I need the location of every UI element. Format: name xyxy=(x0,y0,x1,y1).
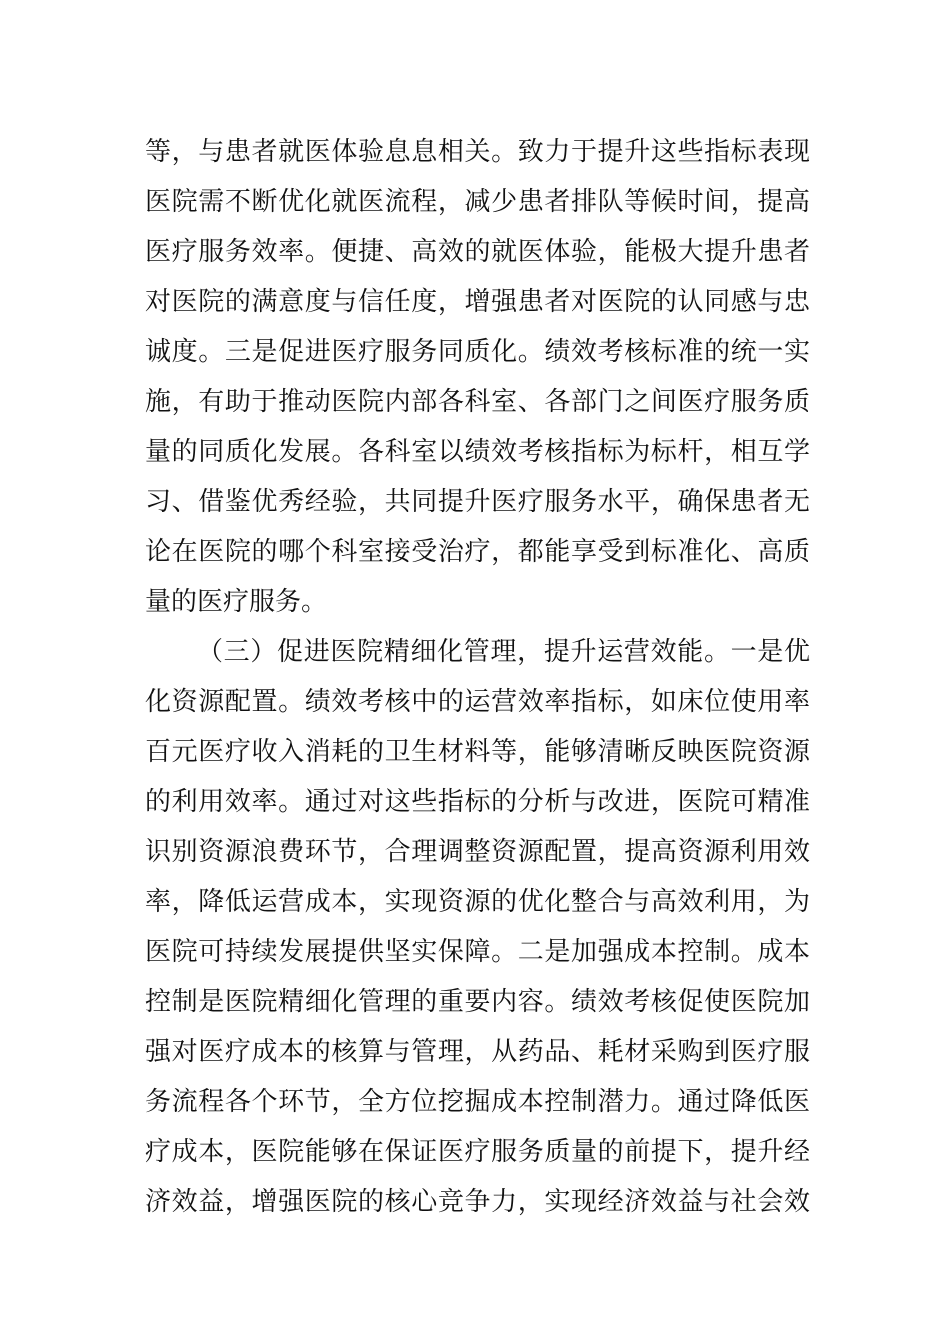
text-line: 量的同质化发展。各科室以绩效考核指标为标杆，相互学 xyxy=(145,437,810,467)
text-line: 强对医疗成本的核算与管理，从药品、耗材采购到医疗服 xyxy=(145,1037,810,1067)
text-line: 控制是医院精细化管理的重要内容。绩效考核促使医院加 xyxy=(145,987,810,1017)
text-line: 论在医院的哪个科室接受治疗，都能享受到标准化、高质 xyxy=(145,537,810,567)
text-line: 等，与患者就医体验息息相关。致力于提升这些指标表现 xyxy=(145,137,810,167)
text-line: 诚度。三是促进医疗服务同质化。绩效考核标准的统一实 xyxy=(145,337,810,367)
text-line: 医院可持续发展提供坚实保障。二是加强成本控制。成本 xyxy=(145,937,810,967)
text-line: 率，降低运营成本，实现资源的优化整合与高效利用，为 xyxy=(145,887,810,917)
text-line: 习、借鉴优秀经验，共同提升医疗服务水平，确保患者无 xyxy=(145,487,810,517)
text-line: 济效益，增强医院的核心竞争力，实现经济效益与社会效 xyxy=(145,1187,810,1217)
text-line: 医疗服务效率。便捷、高效的就医体验，能极大提升患者 xyxy=(145,237,810,267)
text-line: 识别资源浪费环节，合理调整资源配置，提高资源利用效 xyxy=(145,837,810,867)
body-text xyxy=(145,127,810,1227)
text-line: 务流程各个环节，全方位挖掘成本控制潜力。通过降低医 xyxy=(145,1087,810,1117)
text-line: 百元医疗收入消耗的卫生材料等，能够清晰反映医院资源 xyxy=(145,737,810,767)
text-line: 施，有助于推动医院内部各科室、各部门之间医疗服务质 xyxy=(145,387,810,417)
text-line-paragraph-end: 量的医疗服务。 xyxy=(145,587,328,617)
text-line: 疗成本，医院能够在保证医疗服务质量的前提下，提升经 xyxy=(145,1137,810,1167)
text-line: 对医院的满意度与信任度，增强患者对医院的认同感与忠 xyxy=(145,287,810,317)
text-line: 医院需不断优化就医流程，减少患者排队等候时间，提高 xyxy=(145,187,810,217)
section-heading-line: （三）促进医院精细化管理，提升运营效能。一是优 xyxy=(197,637,810,667)
text-line: 的利用效率。通过对这些指标的分析与改进，医院可精准 xyxy=(145,787,810,817)
text-line: 化资源配置。绩效考核中的运营效率指标，如床位使用率 xyxy=(145,687,810,717)
